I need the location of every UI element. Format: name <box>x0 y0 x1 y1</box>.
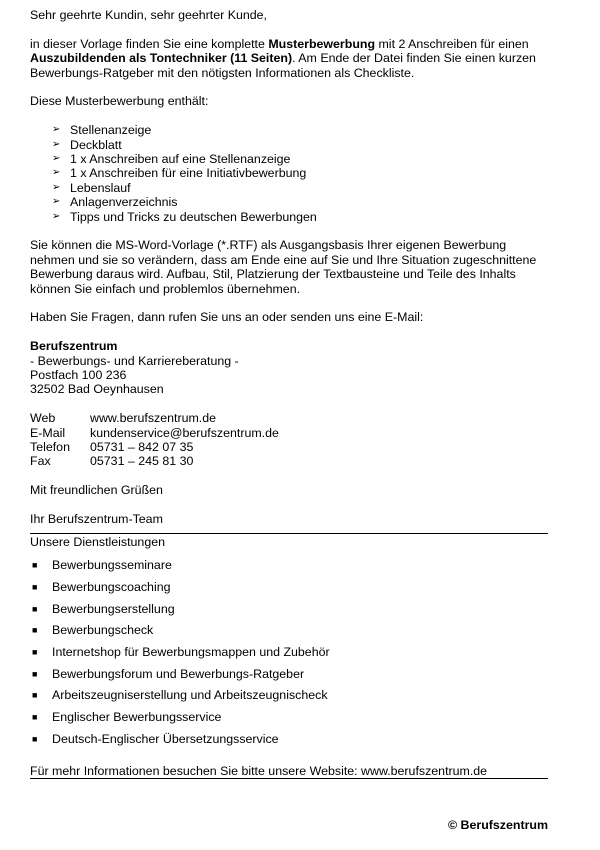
list-item <box>30 577 548 599</box>
intro-text-3: . Am Ende der Datei finden Sie einen kurzen Bewerbungs-Ratgeber mit den nötigsten Informationen als Checkliste. <box>30 51 536 80</box>
service-label: Deutsch-Englischer Übersetzungsservice <box>52 731 279 746</box>
contact-label: Web <box>30 411 56 426</box>
service-label: Arbeitszeugniserstellung und Arbeitszeugnischeck <box>52 688 328 703</box>
services-heading: Unsere Dienstleistungen <box>30 535 165 550</box>
footer-text: Für mehr Informationen besuchen Sie bitte unsere Website: www.berufszentrum.de <box>30 764 488 779</box>
contact-block <box>30 411 548 469</box>
contact-label: Telefon <box>30 440 70 455</box>
intro-bold-1: Musterbewerbung <box>268 36 376 51</box>
contact-row-phone <box>30 440 548 454</box>
list-item-label: Anlagenverzeichnis <box>70 195 178 210</box>
list-item <box>52 210 548 224</box>
intro-bold-2: Auszubildenden als Tontechniker (11 Seiten) <box>30 51 293 66</box>
contact-value: 05731 – 245 81 30 <box>90 454 194 469</box>
list-item <box>52 152 548 166</box>
list-item-label: 1 x Anschreiben auf eine Stellenanzeige <box>70 152 291 167</box>
contents-list <box>30 123 548 224</box>
contact-label: Fax <box>30 454 51 469</box>
list-item <box>52 166 548 180</box>
contact-value: www.berufszentrum.de <box>90 411 217 426</box>
intro-text-2: mit 2 Anschreiben für einen <box>375 36 529 51</box>
square-bullet-icon: ■ <box>32 646 38 657</box>
intro-text-1: in dieser Vorlage finden Sie eine komplette <box>30 36 269 51</box>
list-item <box>30 663 548 685</box>
list-item <box>30 642 548 664</box>
contact-row-fax <box>30 454 548 468</box>
divider <box>30 533 548 534</box>
square-bullet-icon: ■ <box>32 603 38 614</box>
footer-divider <box>30 778 548 779</box>
service-label: Bewerbungsforum und Bewerbungs-Ratgeber <box>52 666 305 681</box>
square-bullet-icon: ■ <box>32 625 38 636</box>
salutation: Sehr geehrte Kundin, sehr geehrter Kunde, <box>30 8 267 22</box>
contents-heading: Diese Musterbewerbung enthält: <box>30 94 209 109</box>
list-item <box>30 685 548 707</box>
square-bullet-icon: ■ <box>32 581 38 592</box>
company-name <box>30 339 548 353</box>
list-item-label: Tipps und Tricks zu deutschen Bewerbungen <box>70 209 317 224</box>
square-bullet-icon: ■ <box>32 733 38 744</box>
contact-row-web <box>30 411 548 425</box>
list-item <box>30 620 548 642</box>
arrow-bullet-icon: ➢ <box>52 167 61 179</box>
list-item-label: Deckblatt <box>70 137 122 152</box>
square-bullet-icon: ■ <box>32 712 38 723</box>
service-label: Bewerbungsseminare <box>52 558 172 573</box>
service-label: Bewerbungscoaching <box>52 579 171 594</box>
arrow-bullet-icon: ➢ <box>52 124 61 136</box>
contact-value: 05731 – 842 07 35 <box>90 440 194 455</box>
contact-row-email <box>30 426 548 440</box>
template-paragraph: Sie können die MS-Word-Vorlage (*.RTF) als Ausgangsbasis Ihrer eigenen Bewerbung nehmen und sie so verändern, dass am Ende eine auf Sie und Ihre Situation zugeschnittene Bewerbung daraus wird. Aufbau, Stil, Platzierung der Textbausteine und Teile des Inhalts können Sie einfach und problemlos übernehmen. <box>30 238 537 296</box>
intro-paragraph <box>30 37 548 80</box>
company-address-line1: Postfach 100 236 <box>30 368 127 383</box>
list-item <box>30 728 548 750</box>
arrow-bullet-icon: ➢ <box>52 196 61 208</box>
square-bullet-icon: ■ <box>32 668 38 679</box>
list-item <box>30 555 548 577</box>
arrow-bullet-icon: ➢ <box>52 181 61 193</box>
services-list <box>30 555 548 750</box>
copyright: © Berufszentrum <box>447 818 548 832</box>
arrow-bullet-icon: ➢ <box>52 153 61 165</box>
service-label: Bewerbungscheck <box>52 623 154 638</box>
company-tagline: - Bewerbungs- und Karriereberatung - <box>30 353 239 368</box>
closing: Mit freundlichen Grüßen <box>30 483 163 498</box>
company-name-text: Berufszentrum <box>30 339 118 354</box>
service-label: Bewerbungserstellung <box>52 601 175 616</box>
service-label: Internetshop für Bewerbungsmappen und Zubehör <box>52 644 330 659</box>
list-item <box>52 138 548 152</box>
arrow-bullet-icon: ➢ <box>52 210 61 222</box>
contact-value: kundenservice@berufszentrum.de <box>90 425 279 440</box>
list-item-label: Stellenanzeige <box>70 123 152 138</box>
list-item-label: Lebenslauf <box>70 180 131 195</box>
list-item <box>30 598 548 620</box>
square-bullet-icon: ■ <box>32 560 38 571</box>
list-item <box>30 707 548 729</box>
contact-label: E-Mail <box>30 425 66 440</box>
questions-paragraph: Haben Sie Fragen, dann rufen Sie uns an oder senden uns eine E-Mail: <box>30 310 424 325</box>
square-bullet-icon: ■ <box>32 690 38 701</box>
company-address-line2: 32502 Bad Oeynhausen <box>30 382 164 397</box>
arrow-bullet-icon: ➢ <box>52 138 61 150</box>
signature: Ihr Berufszentrum-Team <box>30 512 163 527</box>
list-item <box>52 195 548 209</box>
list-item <box>52 181 548 195</box>
list-item <box>52 123 548 137</box>
service-label: Englischer Bewerbungsservice <box>52 710 222 725</box>
list-item-label: 1 x Anschreiben für eine Initiativbewerbung <box>70 166 307 181</box>
